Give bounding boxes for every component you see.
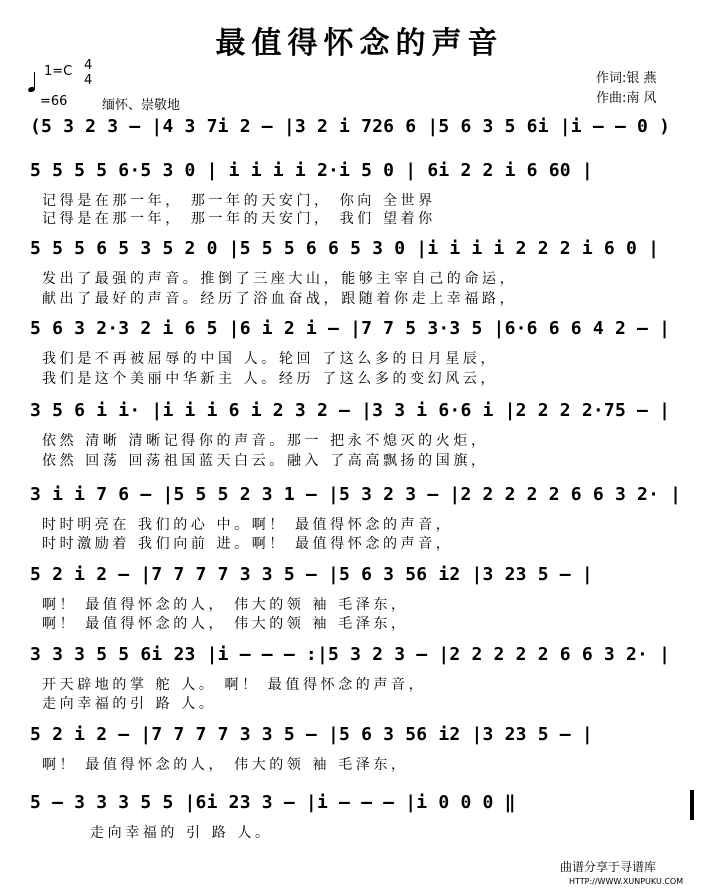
final-barline: [690, 790, 694, 820]
lyric-line-3b: 献出了最好的声音。经历了浴血奋战，跟随着你走上幸福路，: [42, 291, 518, 307]
lyric-line-10a: 走向幸福的 引 路 人。: [90, 825, 273, 841]
lyric-line-9a: 啊！ 最值得怀念的人， 伟大的领 袖 毛泽东，: [42, 757, 409, 773]
lyric-line-4a: 我们是不再被屈辱的中国 人。轮回 了这么多的日月星辰，: [42, 351, 499, 367]
score-line-5: 3 5 6 i i· |i i i 6 i 2 3 2 — |3 3 i 6·6 i |2 2 2 2·75 — |: [30, 400, 671, 421]
tempo-marking: =66: [40, 94, 68, 109]
score-line-4: 5 6 3 2·3 2 i 6 5 |6 i 2 i — |7 7 5 3·3 5 |6·6 6 6 4 2 — |: [30, 318, 671, 339]
lyric-line-5a: 依然 清晰 清晰记得你的声音。那一 把永不熄灭的火炬，: [42, 433, 489, 449]
score-line-intro: (5 3 2 3 — |4 3 7i 2 — |3 2 i 726 6 |5 6 3 5 6i |i — — 0 ): [30, 116, 671, 137]
score-line-6: 3 i i 7 6 — |5 5 5 2 3 1 — |5 3 2 3 — |2 2 2 2 2 6 6 3 2· |: [30, 484, 682, 505]
lyric-line-2b: 记得是在那一年， 那一年的天安门， 我们 望着你: [42, 211, 436, 227]
lyric-line-5b: 依然 回荡 回荡祖国蓝天白云。融入 了高高飘扬的国旗，: [42, 453, 489, 469]
composer-credit: 作曲:南 风: [596, 91, 657, 106]
expression-marking: 缅怀、崇敬地: [102, 98, 181, 113]
lyric-line-4b: 我们是这个美丽中华新主 人。经历 了这么多的变幻风云，: [42, 371, 499, 387]
song-title: 最值得怀念的声音: [215, 26, 504, 61]
time-signature-top: 4: [84, 58, 93, 73]
score-line-8: 3 3 3 5 5 6i 23 |i — — — :|5 3 2 3 — |2 2 2 2 2 6 6 3 2· |: [30, 644, 671, 665]
lyric-line-7b: 啊！ 最值得怀念的人， 伟大的领 袖 毛泽东，: [42, 616, 409, 632]
score-line-3: 5 5 5 6 5 3 5 2 0 |5 5 5 6 6 5 3 0 |i i i i 2 2 2 i 6 0 |: [30, 238, 660, 259]
source-credit: 曲谱分享于寻谱库: [560, 860, 657, 874]
lyric-line-6b: 时时激励着 我们向前 进。啊！ 最值得怀念的声音，: [42, 536, 454, 552]
score-line-2: 5 5 5 5 6·5 3 0 | i i i i 2·i 5 0 | 6i 2 2 i 6 60 |: [30, 160, 593, 181]
source-url: HTTP://WWW.XUNPUKU.COM: [569, 877, 684, 886]
score-line-9: 5 2 i 2 — |7 7 7 7 3 3 5 — |5 6 3 56 i2 |3 23 5 — |: [30, 724, 593, 745]
score-line-7: 5 2 i 2 — |7 7 7 7 3 3 5 — |5 6 3 56 i2 |3 23 5 — |: [30, 564, 593, 585]
lyric-line-2a: 记得是在那一年， 那一年的天安门， 你向 全世界: [42, 193, 436, 209]
lyric-line-7a: 啊！ 最值得怀念的人， 伟大的领 袖 毛泽东，: [42, 597, 409, 613]
time-signature-bottom: 4: [84, 73, 93, 88]
key-signature: 1=C: [44, 64, 73, 79]
lyric-line-3a: 发出了最强的声音。推倒了三座大山，能够主宰自己的命运，: [42, 271, 518, 287]
lyric-line-8a: 开天辟地的掌 舵 人。 啊！ 最值得怀念的声音，: [42, 677, 427, 693]
score-line-10: 5 — 3 3 3 5 5 |6i 23 3 — |i — — — |i 0 0 0 ‖: [30, 792, 516, 813]
lyricist-credit: 作词:银 燕: [596, 71, 657, 86]
lyric-line-8b: 走向幸福的引 路 人。: [42, 696, 217, 712]
lyric-line-6a: 时时明亮在 我们的心 中。啊！ 最值得怀念的声音，: [42, 517, 454, 533]
